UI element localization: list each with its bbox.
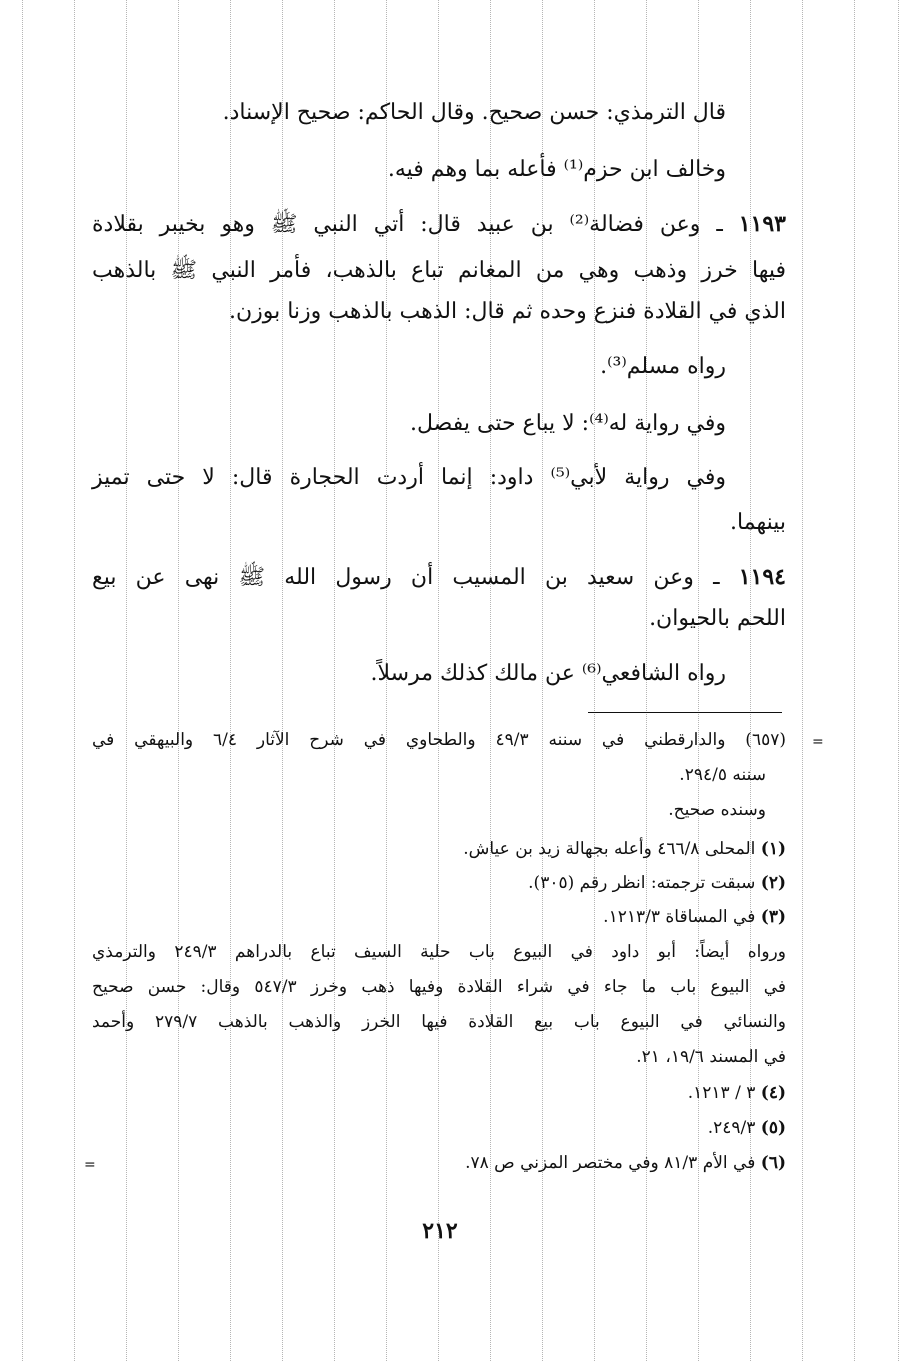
guide-line — [74, 0, 75, 1361]
main-text-line: رواه الشافعي⁽⁶⁾ عن مالك كذلك مرسلاً. — [370, 661, 726, 686]
footnote-6 — [92, 1153, 786, 1173]
footnote-line: سننه ٢٩٤/٥. — [679, 765, 766, 785]
footnote-number: (٣) — [760, 907, 786, 927]
hadith-text: ـ وعن فضالة⁽²⁾ بن عبيد قال: أتي النبي ﷺ وهو بخيبر بقلادة — [92, 212, 723, 237]
main-text-line: بينهما. — [730, 510, 786, 535]
main-text-line: قال الترمذي: حسن صحيح. وقال الحاكم: صحيح الإسناد. — [222, 100, 726, 125]
footnote-text: في الأم ٨١/٣ وفي مختصر المزني ص ٧٨. — [465, 1153, 756, 1173]
guide-line — [22, 0, 23, 1361]
footnote-text: سبقت ترجمته: انظر رقم (٣٠٥). — [528, 873, 756, 893]
footnote-2 — [92, 873, 786, 893]
footnote-text: في المساقاة ١٢١٣/٣. — [603, 907, 756, 927]
page-number: ٢١٢ — [422, 1218, 458, 1244]
guide-line — [802, 0, 803, 1361]
hadith-1193-line: الذي في القلادة فنزع وحده ثم قال: الذهب بالذهب وزنا بوزن. — [228, 299, 786, 324]
main-text-line: رواه مسلم⁽³⁾. — [600, 354, 726, 379]
footnote-number: (٦) — [760, 1153, 786, 1173]
hadith-1194-line — [92, 563, 786, 595]
guide-line — [854, 0, 855, 1361]
footnote-line: ورواه أيضاً: أبو داود في البيوع باب حلية السيف تباع بالدراهم ٢٤٩/٣ والترمذي — [92, 942, 786, 962]
guide-line — [898, 0, 899, 1361]
footnote-line: في البيوع باب ما جاء في شراء القلادة وفيها ذهب وخرز ٥٤٧/٣ وقال: حسن صحيح — [92, 977, 786, 997]
footnote-3 — [92, 907, 786, 927]
main-text-line: وخالف ابن حزم⁽¹⁾ فأعله بما وهم فيه. — [387, 157, 726, 182]
footnote-text: المحلى ٤٦٦/٨ وأعله بجهالة زيد بن عياش. — [463, 839, 756, 859]
footnote-line: (٦٥٧) والدارقطني في سننه ٤٩/٣ والطحاوي في شرح الآثار ٦/٤ والبيهقي في — [92, 730, 786, 750]
hadith-number: ١١٩٣ — [738, 211, 786, 237]
footnote-5 — [92, 1118, 786, 1138]
footnote-line: في المسند ١٩/٦، ٢١. — [636, 1047, 786, 1067]
footnote-4 — [92, 1083, 786, 1103]
footnote-number: (٥) — [760, 1118, 786, 1138]
continuation-mark: = — [84, 1157, 96, 1173]
footnote-number: (٤) — [760, 1083, 786, 1103]
footnote-text: ٣ / ١٢١٣. — [687, 1083, 756, 1103]
footnote-1 — [92, 839, 786, 859]
main-text-line: وفي رواية لأبي⁽⁵⁾ داود: إنما أردت الحجارة قال: لا حتى تميز — [92, 465, 727, 490]
hadith-number: ١١٩٤ — [738, 564, 786, 590]
hadith-1193-line — [92, 210, 786, 242]
footnote-line: والنسائي في البيوع باب بيع القلادة فيها الخرز والذهب بالذهب ٢٧٩/٧ وأحمد — [92, 1012, 786, 1032]
continuation-mark: = — [812, 734, 824, 750]
footnote-line: وسنده صحيح. — [668, 800, 766, 820]
footnote-divider — [588, 712, 782, 713]
footnote-text: ٢٤٩/٣. — [707, 1118, 756, 1138]
hadith-1193-line: فيها خرز وذهب وهي من المغانم تباع بالذهب، فأمر النبي ﷺ بالذهب — [92, 258, 786, 283]
main-text-line: وفي رواية له⁽⁴⁾: لا يباع حتى يفصل. — [410, 411, 726, 436]
hadith-text: ـ وعن سعيد بن المسيب أن رسول الله ﷺ نهى عن بيع — [92, 565, 720, 590]
footnote-number: (٢) — [760, 873, 786, 893]
footnote-number: (١) — [760, 839, 786, 859]
hadith-1194-line: اللحم بالحيوان. — [649, 606, 786, 631]
